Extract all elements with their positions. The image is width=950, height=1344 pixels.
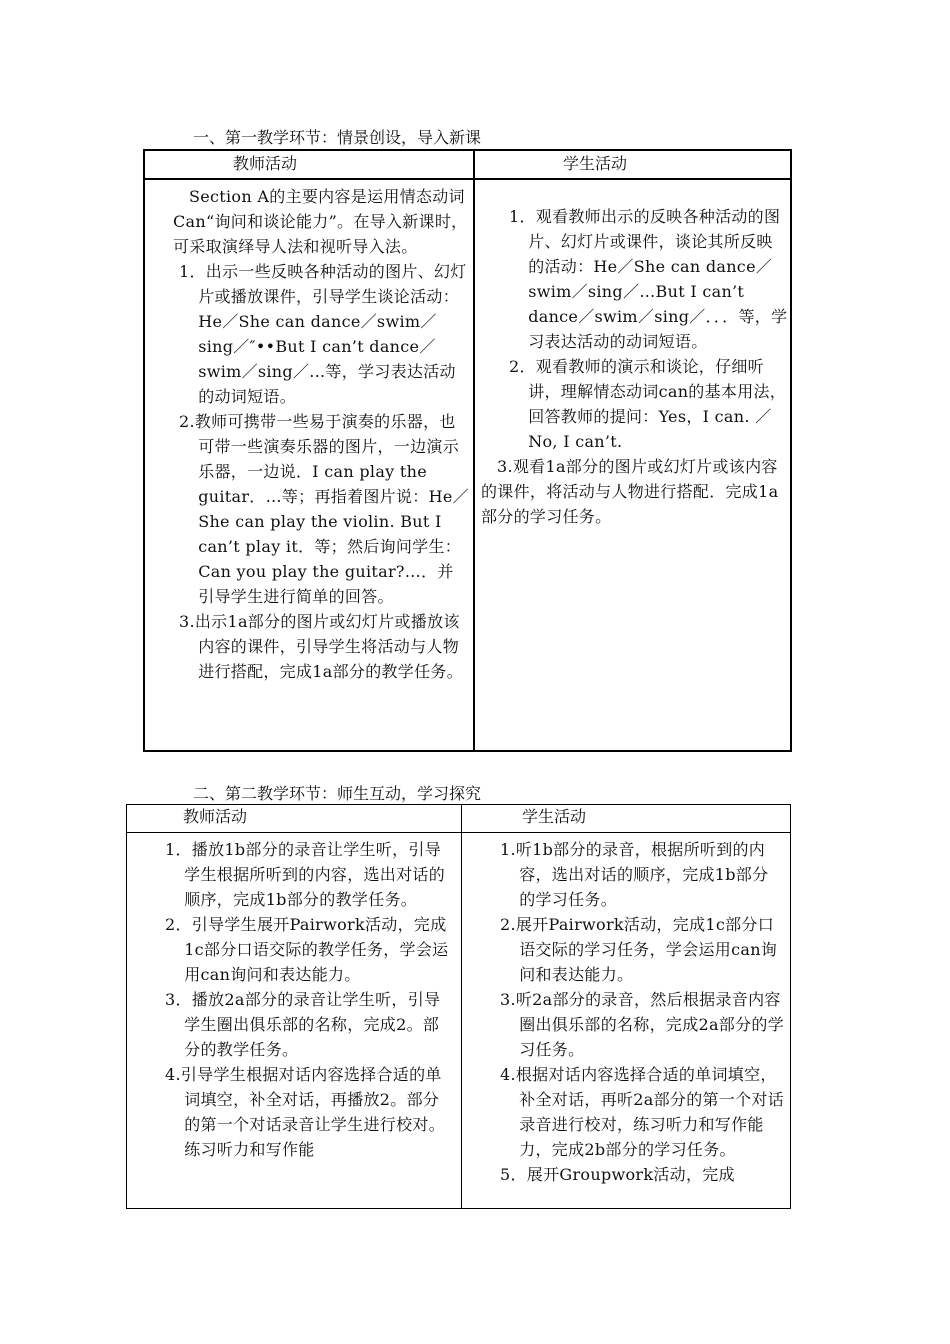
list-item: 1．播放1b部分的录音让学生听，引导学生根据所听到的内容，选出对话的顺序，完成1b部分的教学任务。 [165, 840, 445, 909]
student-activity-cell [474, 179, 791, 751]
student-item-3: 3.观看1a部分的图片或幻灯片或该内容的课件，将活动与人物进行搭配．完成1a部分的学习任务。 [481, 457, 779, 526]
section1-heading: 一、第一教学环节：情景创设，导入新课 [193, 128, 482, 147]
student-activity-list [493, 204, 788, 454]
list-item: 3.出示1a部分的图片或幻灯片或播放该内容的课件，引导学生将活动与人物进行搭配，完成1a部分的教学任务。 [179, 612, 464, 681]
list-item: 2.教师可携带一些易于演奏的乐器，也可带一些演奏乐器的图片，一边演示乐器，一边说．I can play the guitar．…等；再指着图片说：He／She can play the violin. But I can’t play it．等；然后询问学生：Can you play the guitar?…．并引导学生进行简单的回答。 [179, 412, 469, 606]
section2-header-row [127, 805, 791, 833]
list-item: 3.听2a部分的录音，然后根据录音内容圈出俱乐部的名称，完成2a部分的学习任务。 [500, 990, 785, 1059]
list-item: 1．出示一些反映各种活动的图片、幻灯片或播放课件，引导学生谈论活动： He／She can dance／swim／sing／″••But I can’t dance／swim／sing／...等，学习表达活动的动词短语。 [179, 262, 467, 406]
teacher-intro: Section A的主要内容是运用情态动词Can“询问和谈论能力”。在导入新课时，可采取演绎导人法和视听导入法。 [173, 187, 468, 256]
list-item: 4.根据对话内容选择合适的单词填空，补全对话，再听2a部分的第一个对话录音进行校对，练习听力和写作能力，完成2b部分的学习任务。 [500, 1065, 785, 1159]
teacher-header-cell [127, 805, 462, 833]
teacher-header: 教师活动 [183, 807, 248, 826]
teacher-activity-list [149, 837, 453, 1162]
list-item: 1.听1b部分的录音，根据所听到的内容，选出对话的顺序，完成1b部分的学习任务。 [500, 840, 769, 909]
student-header-cell [474, 150, 791, 179]
student-header: 学生活动 [522, 807, 587, 826]
list-item: 3．播放2a部分的录音让学生听，引导学生圈出俱乐部的名称，完成2。部分的教学任务。 [165, 990, 441, 1059]
teacher-header-cell [144, 150, 474, 179]
list-item: 4.引导学生根据对话内容选择合适的单词填空，补全对话，再播放2。部分的第一个对话录音让学生进行校对。练习听力和写作能 [165, 1065, 445, 1159]
list-item: 5．展开Groupwork活动，完成 [500, 1165, 735, 1184]
student-header: 学生活动 [563, 154, 628, 173]
section2-heading: 二、第二教学环节：师生互动，学习探究 [193, 784, 482, 803]
section2-table [126, 804, 791, 1209]
list-item: 2.展开Pairwork活动，完成1c部分口语交际的学习任务，学会运用can询问和表达能力。 [500, 915, 778, 984]
list-item: 2．引导学生展开Pairwork活动，完成1c部分口语交际的教学任务，学会运用can询问和表达能力。 [165, 915, 449, 984]
list-item: 1．观看教师出示的反映各种活动的图片、幻灯片或课件，谈论其所反映的活动：He／She can dance／swim／sing／…But I can’t dance／swim／sing／．．．等，学习表达活动的动词短语。 [509, 207, 788, 351]
section1-table [143, 149, 792, 752]
teacher-activity-cell [127, 833, 462, 1209]
section1-header-row [144, 150, 791, 179]
teacher-header: 教师活动 [233, 154, 298, 173]
student-activity-list [484, 837, 784, 1187]
list-item: 2．观看教师的演示和谈论，仔细听讲，理解情态动词can的基本用法，回答教师的提问：Yes，I can. ／No, I can’t. [509, 357, 787, 451]
teacher-activity-cell [144, 179, 474, 751]
section2-body-row [127, 833, 791, 1209]
student-header-cell [462, 805, 791, 833]
teacher-activity-list [163, 259, 469, 684]
section1-body-row [144, 179, 791, 751]
student-activity-cell [462, 833, 791, 1209]
